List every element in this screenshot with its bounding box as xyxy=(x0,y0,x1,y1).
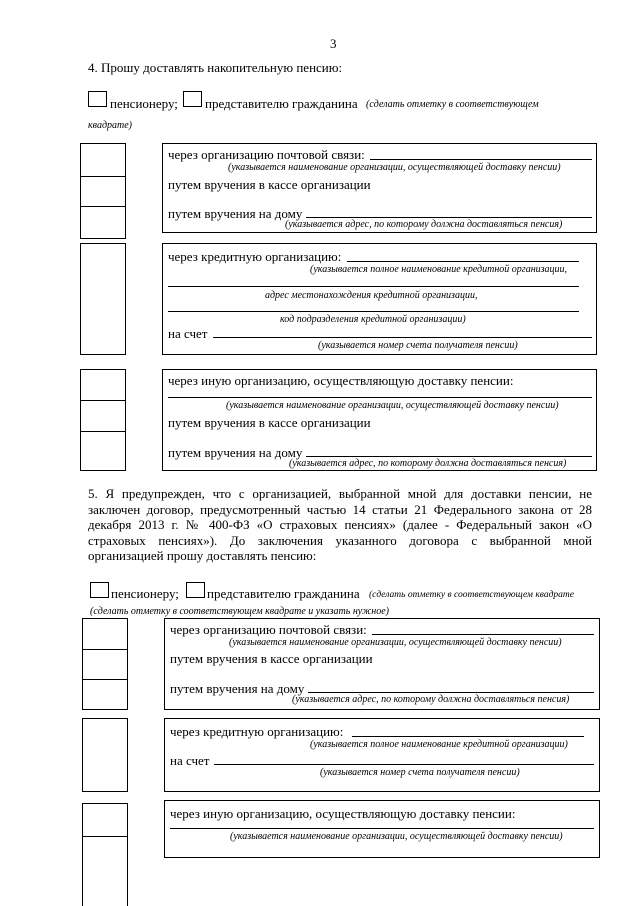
s5-post-cash-checkbox[interactable] xyxy=(83,650,127,680)
s4-credit-checkbox[interactable] xyxy=(80,243,126,355)
s5-credit-account-label: на счет xyxy=(170,753,210,768)
s4-post-checkbox-column xyxy=(80,143,126,239)
s4-credit-label: через кредитную организацию: xyxy=(168,249,342,264)
s5-line-5: организацией прошу доставлять пенсию: xyxy=(88,548,317,563)
s4-other-home-field[interactable] xyxy=(306,456,592,457)
s5-other-cash-checkbox[interactable] xyxy=(83,837,127,872)
s5-post-home-note: (указывается адрес, по которому должна доставляться пенсия) xyxy=(292,694,570,705)
s5-post-home-label: путем вручения на дому xyxy=(170,681,305,696)
s4-post-label: через организацию почтовой связи: xyxy=(168,147,365,162)
s5-line-4: страховых пенсиях»). До заключения указанного договора с выбранной мной xyxy=(88,532,592,548)
s5-post-label: через организацию почтовой связи: xyxy=(170,622,367,637)
s5-option-note-2: (сделать отметку в соответствующем квадрате и указать нужное) xyxy=(90,606,390,617)
s5-line-2: заключен договор, предусмотренный частью 14 статьи 21 Федерального закона от 28 xyxy=(88,501,592,517)
s4-other-home-label: путем вручения на дому xyxy=(168,445,303,460)
s4-other-org-field[interactable] xyxy=(168,397,592,398)
s4-other-home-checkbox[interactable] xyxy=(81,432,125,468)
s4-representative-checkbox[interactable] xyxy=(183,91,202,107)
s5-other-checkbox-column xyxy=(82,803,128,906)
s5-other-org-field[interactable] xyxy=(170,828,594,829)
s5-pensioner-label: пенсионеру; xyxy=(111,586,179,601)
s4-other-note: (указывается наименование организации, осуществляющей доставку пенсии) xyxy=(226,400,559,411)
s5-pensioner-checkbox[interactable] xyxy=(90,582,109,598)
s4-credit-account-field[interactable] xyxy=(213,337,592,338)
s5-credit-checkbox[interactable] xyxy=(82,718,128,792)
s4-post-cash-checkbox[interactable] xyxy=(81,177,125,207)
s4-other-cash-label: путем вручения в кассе организации xyxy=(168,415,371,430)
section-5-text xyxy=(88,486,592,564)
s4-credit-code-note: код подразделения кредитной организации) xyxy=(280,314,466,325)
s5-credit-note: (указывается полное наименование кредитной организации) xyxy=(310,739,568,750)
s4-pensioner-label: пенсионеру; xyxy=(110,96,178,111)
s4-post-org-field[interactable] xyxy=(370,159,592,160)
s5-post-home-field[interactable] xyxy=(308,692,594,693)
s4-other-cash-checkbox[interactable] xyxy=(81,401,125,432)
s5-post-checkbox-column xyxy=(82,618,128,710)
s5-representative-label: представителю гражданина xyxy=(207,586,360,601)
s4-option-note-2: квадрате) xyxy=(88,120,132,131)
s4-other-checkbox-column xyxy=(80,369,126,471)
s4-credit-code-field[interactable] xyxy=(168,311,579,312)
s5-representative-checkbox[interactable] xyxy=(186,582,205,598)
s4-other-home-note: (указывается адрес, по которому должна доставляться пенсия) xyxy=(289,458,567,469)
s5-post-cash-label: путем вручения в кассе организации xyxy=(170,651,373,666)
s5-other-label: через иную организацию, осуществляющую доставку пенсии: xyxy=(170,806,516,821)
s5-other-note: (указывается наименование организации, осуществляющей доставку пенсии) xyxy=(230,831,563,842)
section-4-heading: 4. Прошу доставлять накопительную пенсию: xyxy=(88,60,343,75)
s5-post-org-field[interactable] xyxy=(372,634,594,635)
s4-other-label: через иную организацию, осуществляющую доставку пенсии: xyxy=(168,373,514,388)
s4-credit-org-field[interactable] xyxy=(347,261,579,262)
s4-post-checkbox[interactable] xyxy=(81,144,125,177)
s5-line-3: декабря 2013 г. № 400-ФЗ «О страховых пенсиях» (далее - Федеральный закон «О xyxy=(88,517,592,532)
s4-credit-account-label: на счет xyxy=(168,326,208,341)
page-number: 3 xyxy=(330,36,337,51)
s5-post-home-checkbox[interactable] xyxy=(83,680,127,707)
s5-credit-org-field[interactable] xyxy=(352,736,584,737)
s4-post-home-label: путем вручения на дому xyxy=(168,206,303,221)
s4-post-cash-label: путем вручения в кассе организации xyxy=(168,177,371,192)
s4-post-note: (указывается наименование организации, осуществляющей доставку пенсии) xyxy=(228,162,561,173)
s5-credit-label: через кредитную организацию: xyxy=(170,724,344,739)
s4-credit-address-field[interactable] xyxy=(168,286,579,287)
s4-option-note: (сделать отметку в соответствующем xyxy=(366,99,539,110)
s4-other-checkbox[interactable] xyxy=(81,370,125,401)
s4-representative-label: представителю гражданина xyxy=(205,96,358,111)
s5-option-note: (сделать отметку в соответствующем квадрате xyxy=(369,590,575,600)
s5-line-1: 5. Я предупрежден, что с организацией, выбранной мной для доставки пенсии, не xyxy=(88,486,592,501)
s4-credit-addr-note: адрес местонахождения кредитной организации, xyxy=(265,290,478,301)
s4-credit-note: (указывается полное наименование кредитной организации, xyxy=(310,264,568,275)
s5-credit-account-field[interactable] xyxy=(214,764,594,765)
s4-credit-account-note: (указывается номер счета получателя пенсии) xyxy=(318,340,518,351)
s4-post-home-field[interactable] xyxy=(306,217,592,218)
s5-credit-account-note: (указывается номер счета получателя пенсии) xyxy=(320,767,520,778)
s5-post-checkbox[interactable] xyxy=(83,619,127,650)
s4-pensioner-checkbox[interactable] xyxy=(88,91,107,107)
s4-post-home-checkbox[interactable] xyxy=(81,207,125,236)
s5-post-note: (указывается наименование организации, осуществляющей доставку пенсии) xyxy=(229,637,562,648)
s4-post-home-note: (указывается адрес, по которому должна доставляться пенсия) xyxy=(285,219,563,230)
s5-other-checkbox[interactable] xyxy=(83,804,127,837)
